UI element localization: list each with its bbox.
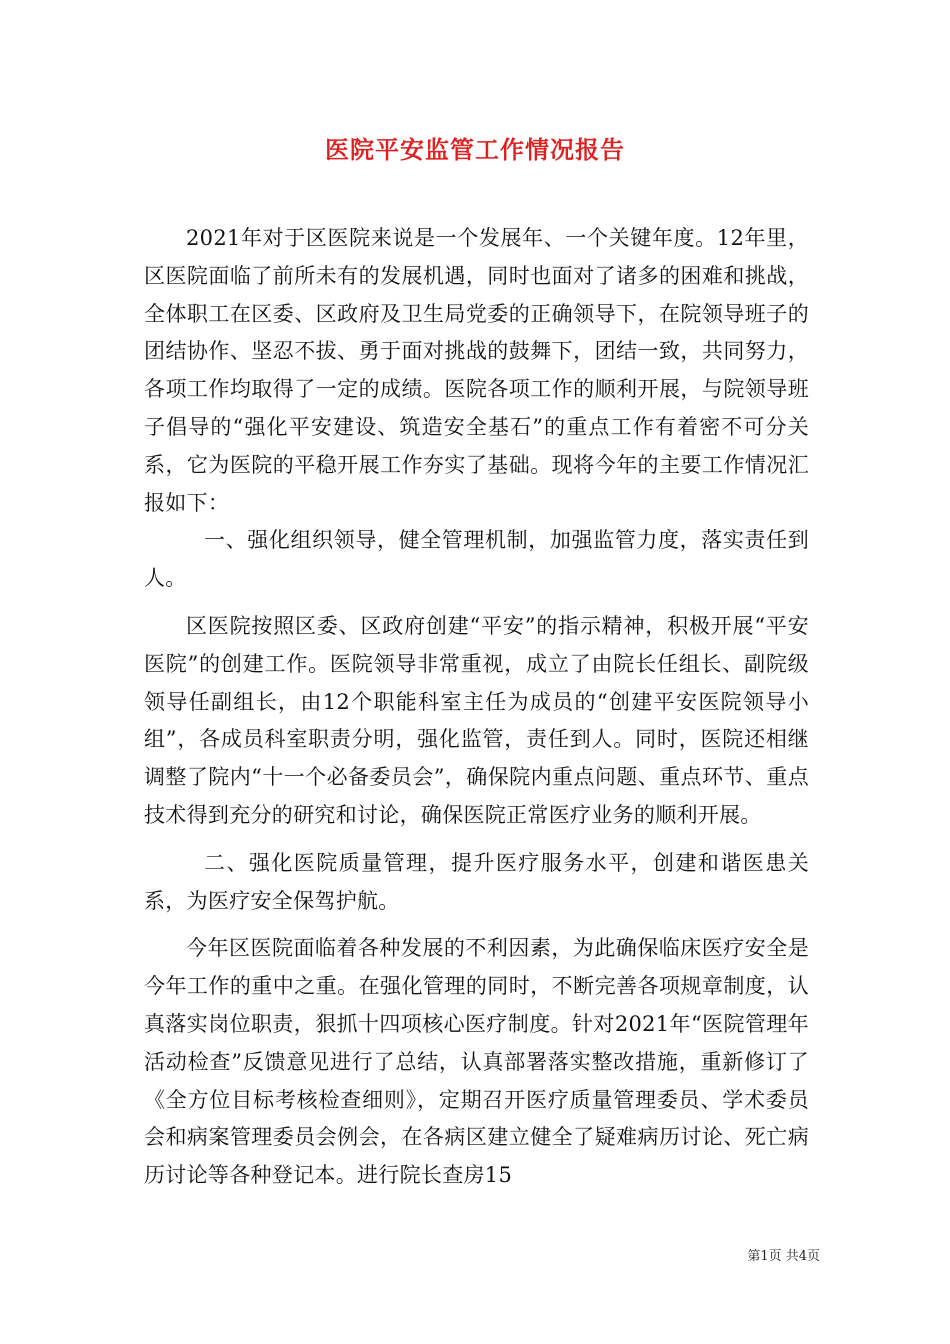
section-heading-2: 二、强化医院质量管理，提升医疗服务水平，创建和谐医患关系，为医疗安全保驾护航。 <box>144 850 809 913</box>
document-title: 医院平安监管工作情况报告 <box>325 135 625 164</box>
paragraph-section-2: 今年区医院面临着各种发展的不利因素，为此确保临床医疗安全是今年工作的重中之重。在强化管理的同时，不断完善各项规章制度，认真落实岗位职责，狠抓十四项核心医疗制度。针对2021年“医院管理年活动检查”反馈意见进行了总结，认真部署落实整改措施，重新修订了《全方位目标考核检查细则》，定期召开医疗质量管理委员、学术委员会和病案管理委员会例会，在各病区建立健全了疑难病历讨论、死亡病历讨论等各种登记本。进行院长查房15 <box>144 936 809 1188</box>
paragraph-intro: 2021年对于区医院来说是一个发展年、一个关键年度。12年里，区医院面临了前所未有的发展机遇，同时也面对了诸多的困难和挑战，全体职工在区委、区政府及卫生局党委的正确领导下，在院领导班子的团结协作、坚忍不拔、勇于面对挑战的鼓舞下，团结一致，共同努力，各项工作均取得了一定的成绩。医院各项工作的顺利开展，与院领导班子倡导的“强化平安建设、筑造安全基石”的重点工作有着密不可分关系，它为医院的平稳开展工作夯实了基础。现将今年的主要工作情况汇报如下： <box>144 226 809 515</box>
document-body <box>144 220 809 1195</box>
page-number: 第1页 共4页 <box>747 1249 820 1264</box>
paragraph-section-1: 区医院按照区委、区政府创建“平安”的指示精神，积极开展“平安医院”的创建工作。医院领导非常重视，成立了由院长任组长、副院级领导任副组长，由12个职能科室主任为成员的“创建平安医院领导小组”，各成员科室职责分明，强化监管，责任到人。同时，医院还相继调整了院内“十一个必备委员会”，确保院内重点问题、重点环节、重点技术得到充分的研究和讨论，确保医院正常医疗业务的顺利开展。 <box>144 613 809 827</box>
section-heading-1: 一、强化组织领导，健全管理机制，加强监管力度，落实责任到人。 <box>144 528 809 591</box>
